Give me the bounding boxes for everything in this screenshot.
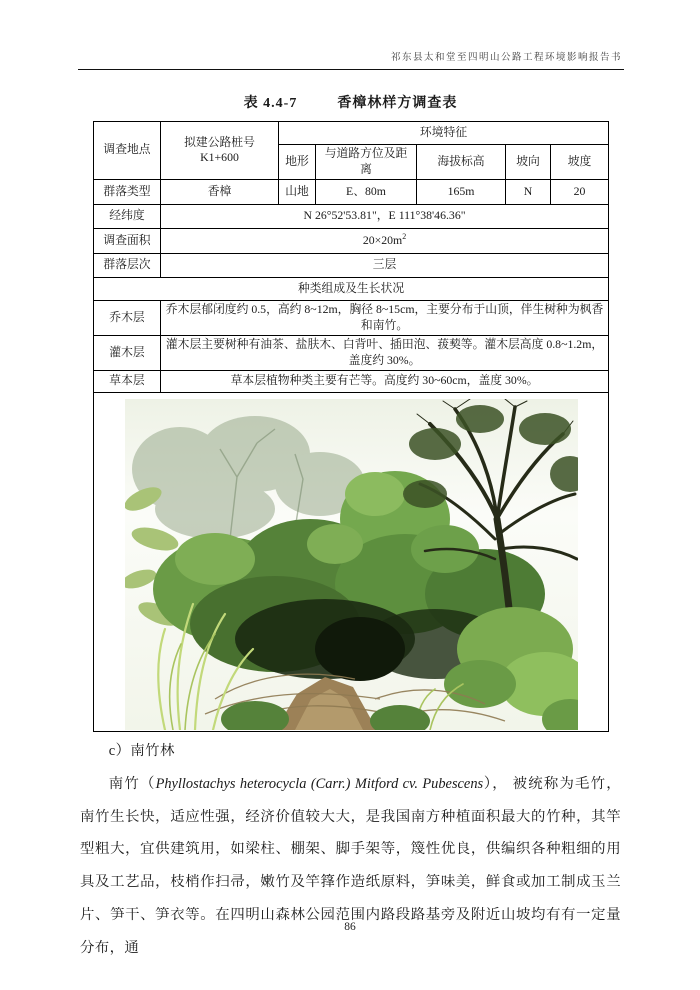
stratum-shrub-label: 灌木层 xyxy=(94,335,161,370)
table-title: 香樟林样方调查表 xyxy=(337,96,458,111)
stake-value: K1+600 xyxy=(200,150,239,165)
table-row xyxy=(94,300,609,335)
stake-label: 拟建公路桩号 xyxy=(184,134,255,149)
table-row xyxy=(94,253,609,277)
latlon-label: 经纬度 xyxy=(94,204,161,228)
table-row xyxy=(94,204,609,228)
env-value-aspect: N xyxy=(506,179,551,204)
layers-label: 群落层次 xyxy=(94,253,161,277)
env-col-terrain: 地形 xyxy=(279,145,316,180)
env-value-elevation: 165m xyxy=(417,179,506,204)
table-row xyxy=(94,277,609,300)
env-col-road-position: 与道路方位及距离 xyxy=(316,145,417,180)
env-value-road-position: E、80m xyxy=(316,179,417,204)
header-rule xyxy=(78,69,624,70)
stratum-herb-desc: 草本层植物种类主要有芒等。高度约 30~60cm，盖度 30%。 xyxy=(161,370,609,392)
community-type-label: 群落类型 xyxy=(94,179,161,204)
env-col-aspect: 坡向 xyxy=(506,145,551,180)
table-row xyxy=(94,335,609,370)
table-caption xyxy=(93,92,608,112)
paragraph xyxy=(80,768,621,965)
area-label: 调查面积 xyxy=(94,228,161,253)
env-col-elevation: 海拔标高 xyxy=(417,145,506,180)
stake-cell xyxy=(161,122,279,180)
area-superscript: 2 xyxy=(402,232,407,242)
latlon-value: N 26°52'53.81"，E 111°38'46.36" xyxy=(161,204,609,228)
layers-value: 三层 xyxy=(161,253,609,277)
table-row xyxy=(94,228,609,253)
stratum-tree-label: 乔木层 xyxy=(94,300,161,335)
table-number: 表 4.4-7 xyxy=(243,96,298,111)
section-heading: c）南竹林 xyxy=(108,743,175,759)
survey-site-label: 调查地点 xyxy=(94,122,161,180)
env-header: 环境特征 xyxy=(279,122,609,145)
photo-cell xyxy=(94,392,609,731)
page-number: 86 xyxy=(344,921,356,933)
running-header: 祁东县太和堂至四明山公路工程环境影响报告书 xyxy=(390,53,622,63)
area-value: $20\times 20m^2$ xyxy=(161,228,609,253)
community-type-value: 香樟 xyxy=(161,179,279,204)
table-row xyxy=(94,370,609,392)
env-value-terrain: 山地 xyxy=(279,179,316,204)
forest-plot-photo xyxy=(125,399,578,730)
table-row xyxy=(94,122,609,145)
table-row xyxy=(94,392,609,731)
stratum-tree-desc: 乔木层郁闭度约 0.5，高约 8~12m，胸径 8~15cm，主要分布于山顶，伴生树种为枫香和南竹。 xyxy=(161,300,609,335)
table-row xyxy=(94,179,609,204)
survey-table xyxy=(93,121,609,732)
env-value-slope: 20 xyxy=(551,179,609,204)
stratum-shrub-desc: 灌木层主要树种有油茶、盐肤木、白背叶、插田泡、菝葜等。灌木层高度 0.8~1.2m，盖度约 30%。 xyxy=(161,335,609,370)
stratum-herb-label: 草本层 xyxy=(94,370,161,392)
env-col-slope: 坡度 xyxy=(551,145,609,180)
paragraph-lead: 南竹（ xyxy=(108,775,156,792)
paragraph-rest: ）， 被统称为毛竹，南竹生长快，适应性强，经济价值较大大，是我国南方种植面积最大的竹种，其竿型粗大，宜供建筑用，如梁柱、棚架、脚手架等，篾性优良，供编织各种粗细的用具及工艺品，枝梢作扫帚，嫩竹及竿箨作造纸原料，笋味美，鲜食或加工制成玉兰片、笋干、笋衣等。在四明山森林公园范围内路段路基旁及附近山坡均有有一定量分布，通 xyxy=(80,775,621,956)
latin-species-name: Phyllostachys heterocycla (Carr.) Mitford cv. Pubescens xyxy=(155,775,484,792)
composition-header: 种类组成及生长状况 xyxy=(94,277,609,300)
